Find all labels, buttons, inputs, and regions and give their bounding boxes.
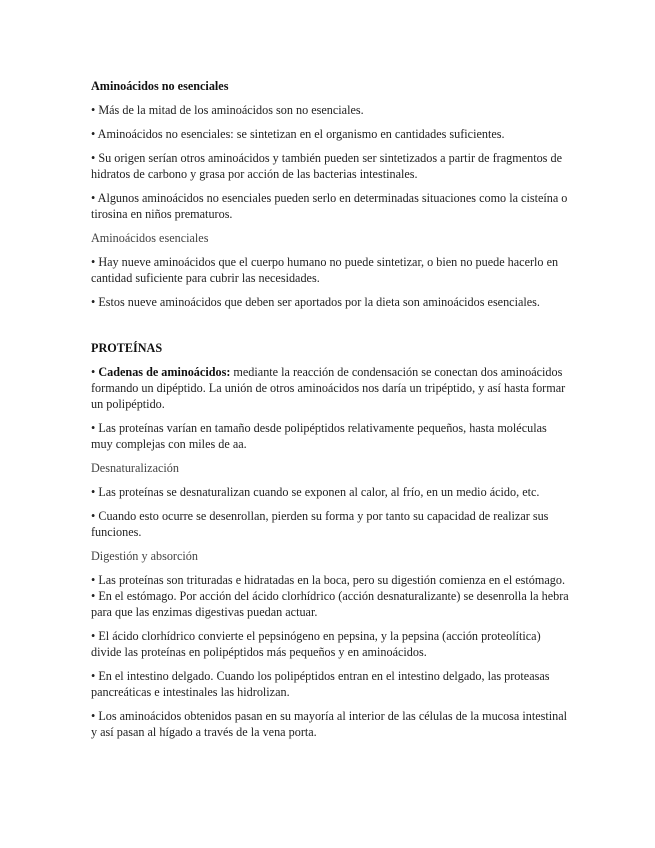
paragraph: • El ácido clorhídrico convierte el pepsinógeno en pepsina, y la pepsina (acción proteolítica) divide las proteínas en polipéptidos más pequeños y en aminoácidos.	[91, 629, 541, 659]
paragraph: • Las proteínas son trituradas e hidratadas en la boca, pero su digestión comienza en el estómago. • En el estómago. Por acción del ácido clorhídrico (acción desnaturalizante) se desenrolla la hebra para que las enzimas digestivas puedan actuar.	[91, 573, 569, 619]
paragraph: • Cuando esto ocurre se desenrollan, pierden su forma y por tanto su capacidad de realizar sus funciones.	[91, 509, 549, 539]
section-title-esenciales: Aminoácidos esenciales	[91, 231, 209, 245]
section-spacer	[91, 318, 571, 340]
paragraph: • Más de la mitad de los aminoácidos son no esenciales.	[91, 103, 364, 117]
paragraph: • Su origen serían otros aminoácidos y también pueden ser sintetizados a partir de fragmentos de hidratos de carbono y grasa por acción de las bacterias intestinales.	[91, 151, 562, 181]
paragraph: • En el intestino delgado. Cuando los polipéptidos entran en el intestino delgado, las proteasas pancreáticas e intestinales las hidrolizan.	[91, 669, 550, 699]
paragraph: • Estos nueve aminoácidos que deben ser aportados por la dieta son aminoácidos esenciales.	[91, 295, 540, 309]
paragraph: • Las proteínas se desnaturalizan cuando se exponen al calor, al frío, en un medio ácido, etc.	[91, 485, 540, 499]
document-page	[91, 78, 571, 748]
section-title-proteinas: PROTEÍNAS	[91, 341, 163, 355]
paragraph: • Los aminoácidos obtenidos pasan en su mayoría al interior de las células de la mucosa intestinal y así pasan al hígado a través de la vena porta.	[91, 709, 568, 739]
section-title-desnaturalizacion: Desnaturalización	[91, 461, 179, 475]
paragraph: • Hay nueve aminoácidos que el cuerpo humano no puede sintetizar, o bien no puede hacerlo en cantidad suficiente para cubrir las necesidades.	[91, 255, 559, 285]
bullet: •	[91, 365, 99, 379]
paragraph: • Algunos aminoácidos no esenciales pueden serlo en determinadas situaciones como la cisteína o tirosina en niños prematuros.	[91, 191, 568, 221]
section-title-digestion: Digestión y absorción	[91, 549, 198, 563]
paragraph-cadenas	[91, 364, 571, 412]
section-title-no-esenciales: Aminoácidos no esenciales	[91, 79, 229, 93]
paragraph: • Las proteínas varían en tamaño desde polipéptidos relativamente pequeños, hasta moléculas muy complejas con miles de aa.	[91, 421, 547, 451]
paragraph: • Aminoácidos no esenciales: se sintetizan en el organismo en cantidades suficientes.	[91, 127, 505, 141]
paragraph-text: mediante la reacción de condensación se conectan dos aminoácidos formando un dipéptido. La unión de otros aminoácidos nos daría un tripéptido, y así hasta formar un polipéptido.	[91, 365, 566, 411]
bold-term: Cadenas de aminoácidos:	[98, 365, 231, 379]
